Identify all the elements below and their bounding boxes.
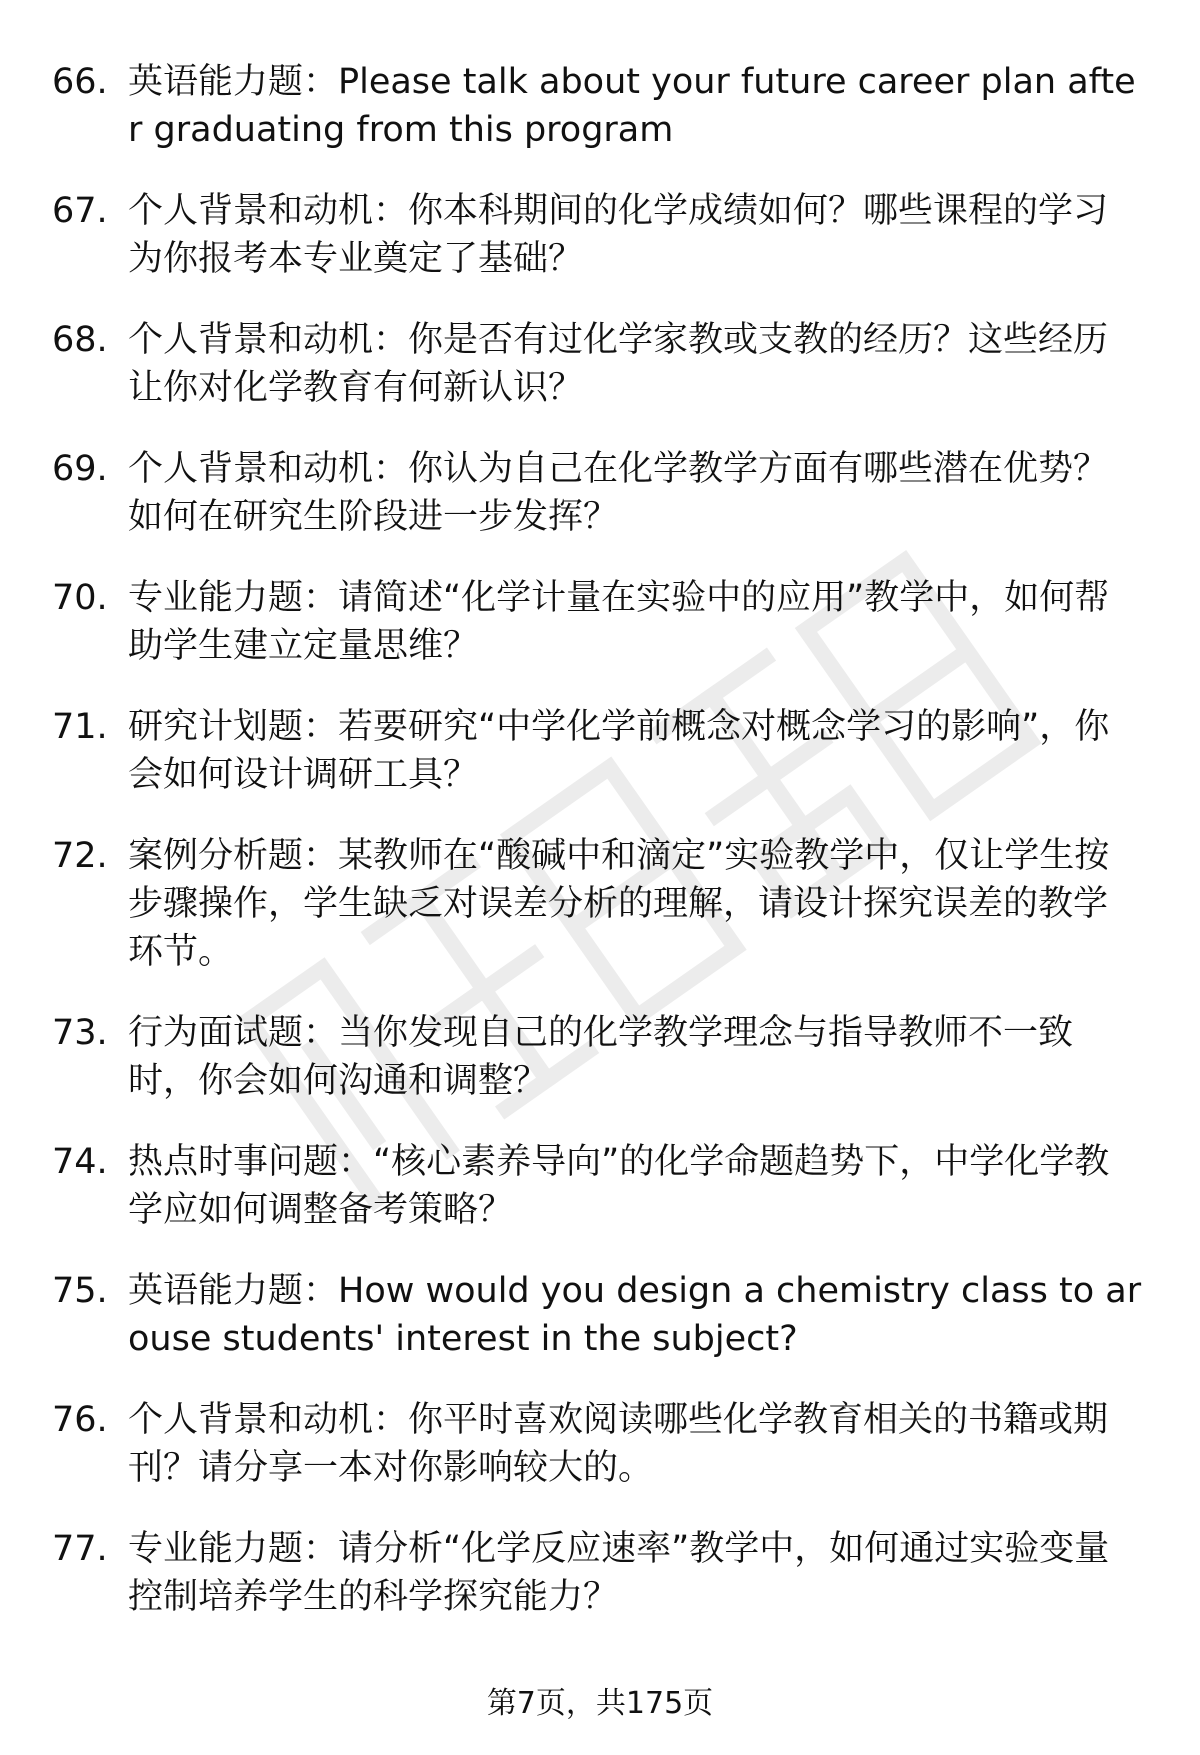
question-text: 个人背景和动机：你平时喜欢阅读哪些化学教育相关的书籍或期刊？请分享一本对你影响较大的。 [128,1400,1109,1488]
question-number: 77. [52,1529,108,1569]
question-item [52,1009,1142,1105]
question-text: 英语能力题：How would you design a chemistry class to arouse students' interest in the subject? [128,1271,1142,1359]
question-item [52,1525,1142,1621]
question-item [52,58,1142,154]
question-item [52,316,1142,412]
question-number: 67. [52,191,108,231]
question-text: 个人背景和动机：你本科期间的化学成绩如何？哪些课程的学习为你报考本专业奠定了基础？ [128,191,1109,279]
question-number: 75. [52,1271,108,1311]
question-item [52,1396,1142,1492]
question-text: 研究计划题：若要研究“中学化学前概念对概念学习的影响”，你会如何设计调研工具？ [128,707,1110,795]
question-number: 70. [52,578,108,618]
question-item [52,445,1142,541]
question-text: 个人背景和动机：你认为自己在化学教学方面有哪些潜在优势？如何在研究生阶段进一步发挥？ [128,449,1109,537]
question-text: 热点时事问题：“核心素养导向”的化学命题趋势下，中学化学教学应如何调整备考策略？ [128,1142,1110,1230]
question-text: 个人背景和动机：你是否有过化学家教或支教的经历？这些经历让你对化学教育有何新认识？ [128,320,1109,408]
question-text: 专业能力题：请简述“化学计量在实验中的应用”教学中，如何帮助学生建立定量思维？ [128,578,1110,666]
question-text: 专业能力题：请分析“化学反应速率”教学中，如何通过实验变量控制培养学生的科学探究能力？ [128,1529,1110,1617]
question-number: 76. [52,1400,108,1440]
question-number: 66. [52,62,108,102]
question-number: 69. [52,449,108,489]
question-item [52,1267,1142,1363]
question-item [52,1138,1142,1234]
question-item [52,832,1142,976]
page-number-footer: 第7页，共175页 [486,1686,714,1721]
question-number: 72. [52,836,108,876]
question-text: 英语能力题：Please talk about your future career plan after graduating from this program [128,62,1136,150]
question-item [52,703,1142,799]
question-number: 73. [52,1013,108,1053]
question-text: 案例分析题：某教师在“酸碱中和滴定”实验教学中，仅让学生按步骤操作，学生缺乏对误差分析的理解，请设计探究误差的教学环节。 [128,836,1110,972]
question-text: 行为面试题：当你发现自己的化学教学理念与指导教师不一致时，你会如何沟通和调整？ [128,1013,1074,1101]
question-number: 71. [52,707,108,747]
question-item [52,187,1142,283]
question-item [52,574,1142,670]
question-number: 74. [52,1142,108,1182]
question-list [52,58,1142,1654]
question-number: 68. [52,320,108,360]
